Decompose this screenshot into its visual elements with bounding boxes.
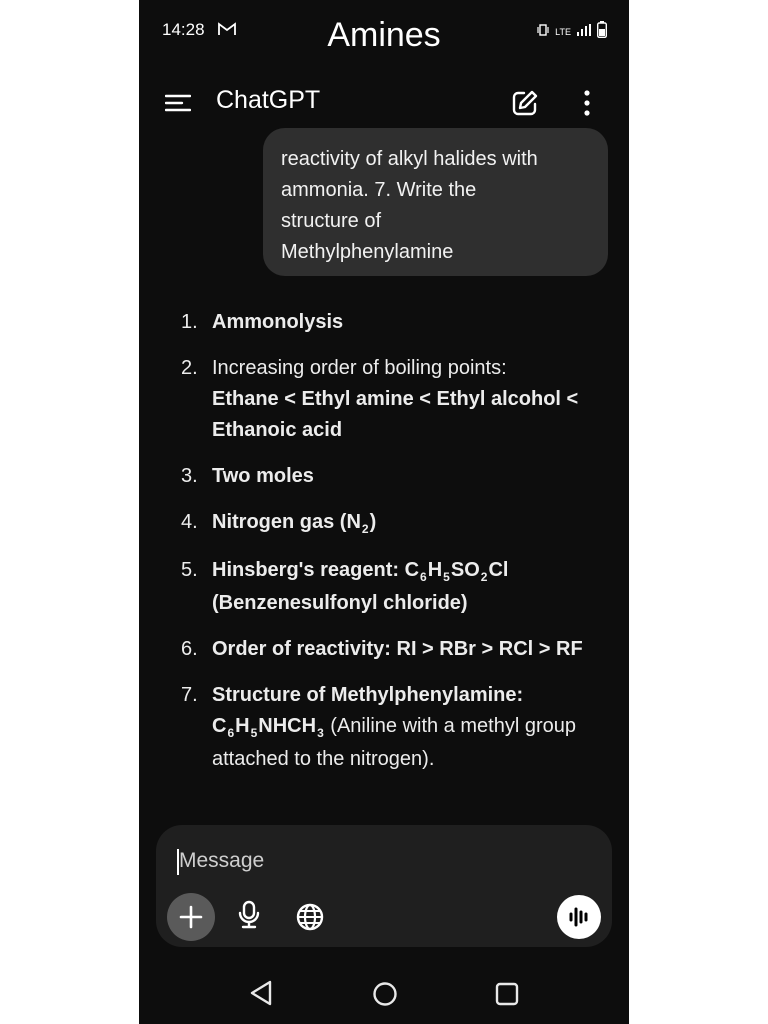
voice-mode-button[interactable] [557,895,601,939]
answer-prefix: Increasing order of boiling points: [212,357,507,379]
answer-item [181,307,601,338]
menu-icon[interactable] [165,94,191,117]
answer-number: 5. [181,559,198,581]
answer-number: 7. [181,684,198,706]
user-message-bubble [263,128,608,276]
web-search-button[interactable] [295,902,325,937]
message-input[interactable]: Message [179,849,265,872]
answer-item [181,555,601,619]
message-composer [156,825,612,947]
answer-text: Ethane < Ethyl amine < Ethyl alcohol < Ethanoic acid [212,388,579,441]
microphone-icon [236,900,262,930]
answer-number: 2. [181,357,198,379]
answer-item [181,634,601,665]
app-bar [139,80,629,126]
overlay-title: Amines [327,16,441,54]
user-message-line: ammonia. 7. Write the [281,179,477,201]
user-message-line: structure of [281,210,382,232]
user-message-line: reactivity of alkyl halides with [281,148,538,170]
answer-heading: Structure of Methylphenylamine: [212,684,524,706]
add-attachment-button[interactable] [167,893,215,941]
app-title: ChatGPT [216,86,321,114]
answer-number: 3. [181,465,198,487]
answer-text: Ammonolysis [212,311,344,333]
answer-description: (Aniline with a methyl group attached to the nitrogen). [212,715,576,770]
microphone-button[interactable] [236,900,262,935]
chemical-formula: $C_6H_5NHCH_3$ [212,715,324,740]
voice-waveform-icon [557,895,601,939]
plus-icon [167,893,215,941]
answer-number: 6. [181,638,198,660]
answer-item [181,353,601,446]
answer-text-line2: (Benzenesulfonyl chloride) [212,592,468,614]
triangle-back-icon[interactable] [249,980,273,1011]
network-type-label: LTE [555,26,571,37]
edit-icon[interactable] [511,89,539,122]
globe-icon [295,902,325,932]
circle-home-icon[interactable] [372,981,398,1012]
more-vertical-icon[interactable] [582,89,592,122]
answer-item [181,507,601,540]
assistant-answer-list [181,307,601,790]
answer-item [181,680,601,775]
answer-item [181,461,601,492]
answer-text: Two moles [212,465,314,487]
answer-number: 1. [181,311,198,333]
answer-number: 4. [181,511,198,533]
answer-text: Order of reactivity: RI > RBr > RCl > RF [212,638,583,660]
square-recents-icon[interactable] [495,982,519,1011]
status-time: 14:28 [162,20,205,39]
answer-text: Nitrogen gas $(N_2)$ [212,511,377,536]
user-message-line: Methylphenylamine [281,241,454,263]
answer-text: Hinsberg's reagent: $C_6H_5SO_2Cl$ [212,559,509,584]
phone-screen [139,0,629,1024]
